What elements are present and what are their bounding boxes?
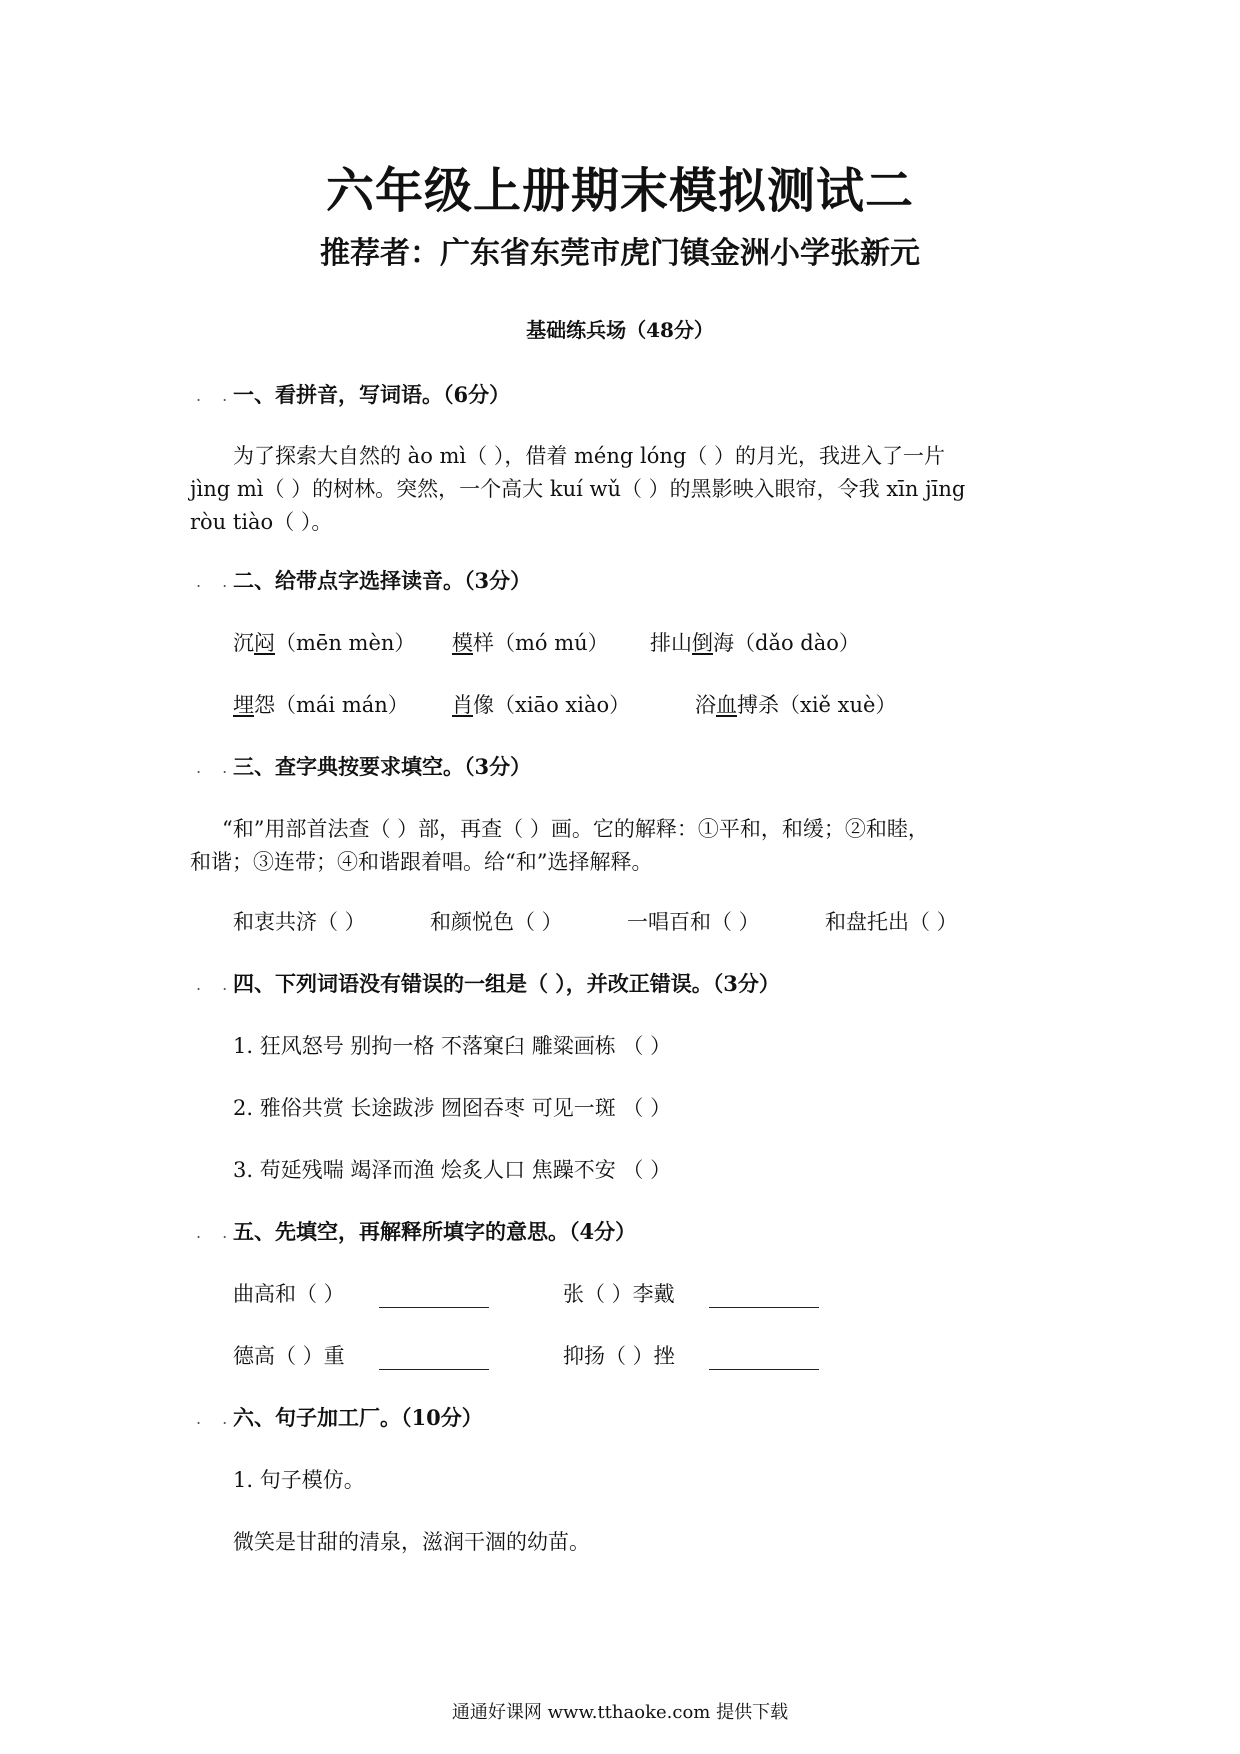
section-title: 基础练兵场（48分）	[526, 318, 714, 342]
margin-dots: . .	[196, 1409, 236, 1428]
question-1-line-3: ròu tiào（ ）。	[190, 510, 333, 534]
answer-line[interactable]	[379, 1287, 489, 1308]
margin-dots: . .	[196, 572, 236, 591]
question-3-heading: 三、查字典按要求填空。（3分）	[233, 754, 532, 779]
fill-blank-item: 德高（ ）重	[233, 1340, 489, 1370]
pinyin-choice-item: 模样（mó mú）	[452, 631, 609, 655]
fill-blank-item: 抑扬（ ）挫	[563, 1340, 819, 1370]
question-3-item: 和颜悦色（ ）	[430, 910, 563, 934]
page-subtitle: 推荐者：广东省东莞市虎门镇金洲小学张新元	[320, 236, 920, 271]
pinyin-choice-item: 沉闷（mēn mèn）	[233, 631, 416, 655]
page-footer: 通通好课网 www.tthaoke.com 提供下载	[451, 1702, 789, 1723]
answer-line[interactable]	[709, 1287, 819, 1308]
page-title: 六年级上册期末模拟测试二	[325, 163, 914, 219]
question-6-example: 微笑是甘甜的清泉，滋润干涸的幼苗。	[233, 1530, 590, 1554]
question-1-line-2: jìng mì（ ）的树林。突然，一个高大 kuí wǔ（ ）的黑影映入眼帘，令我 xīn jīng	[190, 477, 966, 501]
pinyin-choice-item: 浴血搏杀（xiě xuè）	[695, 693, 897, 717]
fill-blank-item: 曲高和（ ）	[233, 1278, 489, 1308]
question-6-subitem: 1. 句子模仿。	[233, 1468, 365, 1492]
margin-dots: . .	[196, 386, 236, 405]
fill-blank-item: 张（ ）李戴	[563, 1278, 819, 1308]
question-4-option: 1. 狂风怒号 别拘一格 不落窠臼 雕粱画栋 （ ）	[233, 1034, 672, 1058]
question-3-item: 一唱百和（ ）	[627, 910, 760, 934]
pinyin-choice-item: 埋怨（mái mán）	[233, 693, 409, 717]
question-4-option: 2. 雅俗共赏 长途跋涉 囫囵吞枣 可见一斑 （ ）	[233, 1096, 672, 1120]
question-3-item: 和衷共济（ ）	[233, 910, 366, 934]
question-4-heading: 四、下列词语没有错误的一组是（ ），并改正错误。（3分）	[233, 971, 780, 996]
question-5-heading: 五、先填空，再解释所填字的意思。（4分）	[233, 1219, 637, 1244]
margin-dots: . .	[196, 975, 236, 994]
question-3-item: 和盘托出（ ）	[825, 910, 958, 934]
question-1-heading: 一、看拼音，写词语。（6分）	[233, 382, 511, 407]
question-1-line-1: 为了探索大自然的 ào mì（ ），借着 méng lóng（ ）的月光，我进入了一片	[233, 444, 945, 468]
question-4-option: 3. 苟延残喘 竭泽而渔 烩炙人口 焦躁不安 （ ）	[233, 1158, 672, 1182]
question-3-line-1: “和”用部首法查（ ）部，再查（ ）画。它的解释：①平和，和缓；②和睦，	[222, 817, 929, 841]
pinyin-choice-item: 肖像（xiāo xiào）	[452, 693, 631, 717]
answer-line[interactable]	[709, 1349, 819, 1370]
margin-dots: . .	[196, 1223, 236, 1242]
margin-dots: . .	[196, 758, 236, 777]
answer-line[interactable]	[379, 1349, 489, 1370]
question-2-heading: 二、给带点字选择读音。（3分）	[233, 568, 532, 593]
question-3-line-2: 和谐；③连带；④和谐跟着唱。给“和”选择解释。	[190, 850, 653, 874]
pinyin-choice-item: 排山倒海（dǎo dào）	[650, 631, 860, 655]
question-6-heading: 六、句子加工厂。（10分）	[233, 1405, 483, 1430]
